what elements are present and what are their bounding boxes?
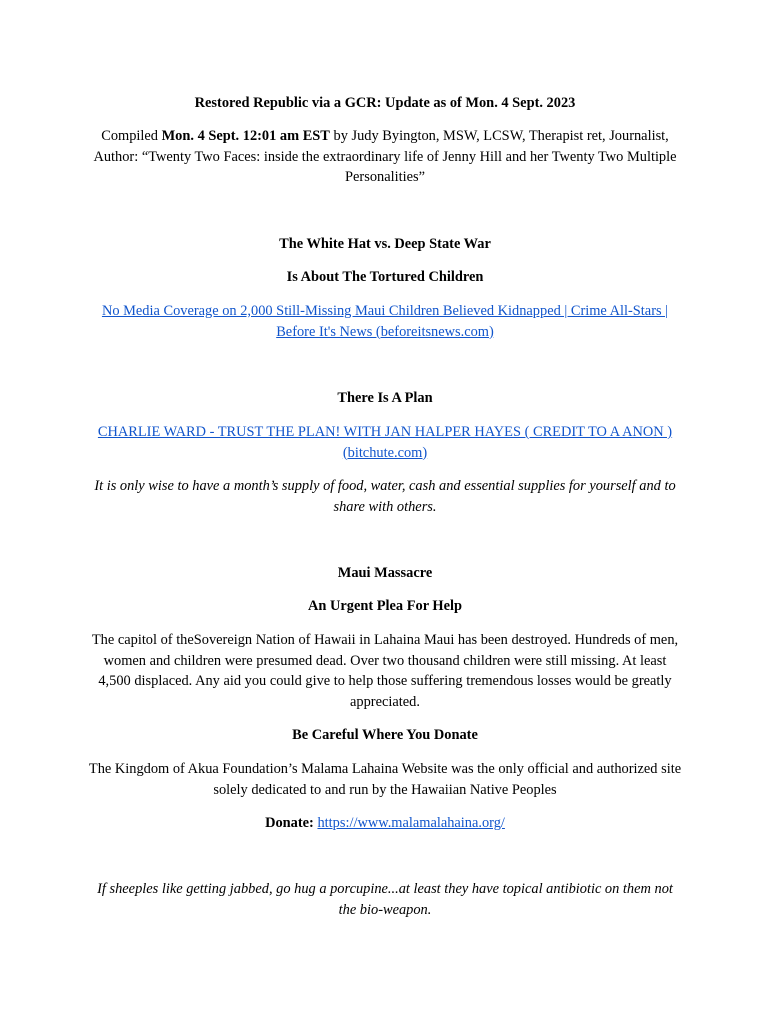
donate-line <box>88 813 682 834</box>
link-maui-children-text[interactable]: No Media Coverage on 2,000 Still-Missing Maui Children Believed Kidnapped | Crime All-Stars | Before It's News (beforeitsnews.com) <box>101 303 669 340</box>
byline-date: Mon. 4 Sept. 12:01 am EST <box>161 128 330 144</box>
section-heading-careful-donate: Be Careful Where You Donate <box>292 727 478 743</box>
maui-body-text: The capitol of theSovereign Nation of Hawaii in Lahaina Maui has been destroyed. Hundreds of men, women and children were presumed dead. Over two thousand children were still missing. At least 4,500 displaced. Any aid you could give to help those suffering tremendous losses would be greatly appreciated. <box>91 632 679 710</box>
link-charlie-ward-text[interactable]: CHARLIE WARD - TRUST THE PLAN! WITH JAN HALPER HAYES ( CREDIT TO A ANON ) (bitchute.com) <box>97 424 673 461</box>
supplies-note: It is only wise to have a month’s supply of food, water, cash and essential supplies for yourself and to share with others. <box>94 478 676 515</box>
document-title: Restored Republic via a GCR: Update as of Mon. 4 Sept. 2023 <box>194 95 576 111</box>
section-heading-maui-massacre: Maui Massacre <box>337 565 433 581</box>
section-heading-urgent-plea: An Urgent Plea For Help <box>307 598 462 614</box>
foundation-text: The Kingdom of Akua Foundation’s Malama Lahaina Website was the only official and authorized site solely dedicated to and run by the Hawaiian Native Peoples <box>88 761 682 798</box>
byline <box>88 126 682 188</box>
closing-remark: If sheeples like getting jabbed, go hug a porcupine...at least they have topical antibiotic on them not the bio-weapon. <box>97 881 673 918</box>
link-maui-children[interactable] <box>88 301 682 342</box>
section-heading-plan: There Is A Plan <box>337 390 433 406</box>
byline-prefix: Compiled <box>101 128 162 144</box>
donate-link[interactable]: https://www.malamalahaina.org/ <box>317 815 505 831</box>
donate-label: Donate: <box>265 815 314 831</box>
byline-author: by Judy Byington, MSW, LCSW, Therapist ret, Journalist, Author: “Twenty Two Faces: inside the extraordinary life of Jenny Hill and her Twenty Two Multiple Personalities” <box>93 128 677 185</box>
link-charlie-ward[interactable] <box>88 422 682 463</box>
section-heading-white-hat: The White Hat vs. Deep State War <box>279 236 491 252</box>
section-heading-tortured-children: Is About The Tortured Children <box>286 269 484 285</box>
